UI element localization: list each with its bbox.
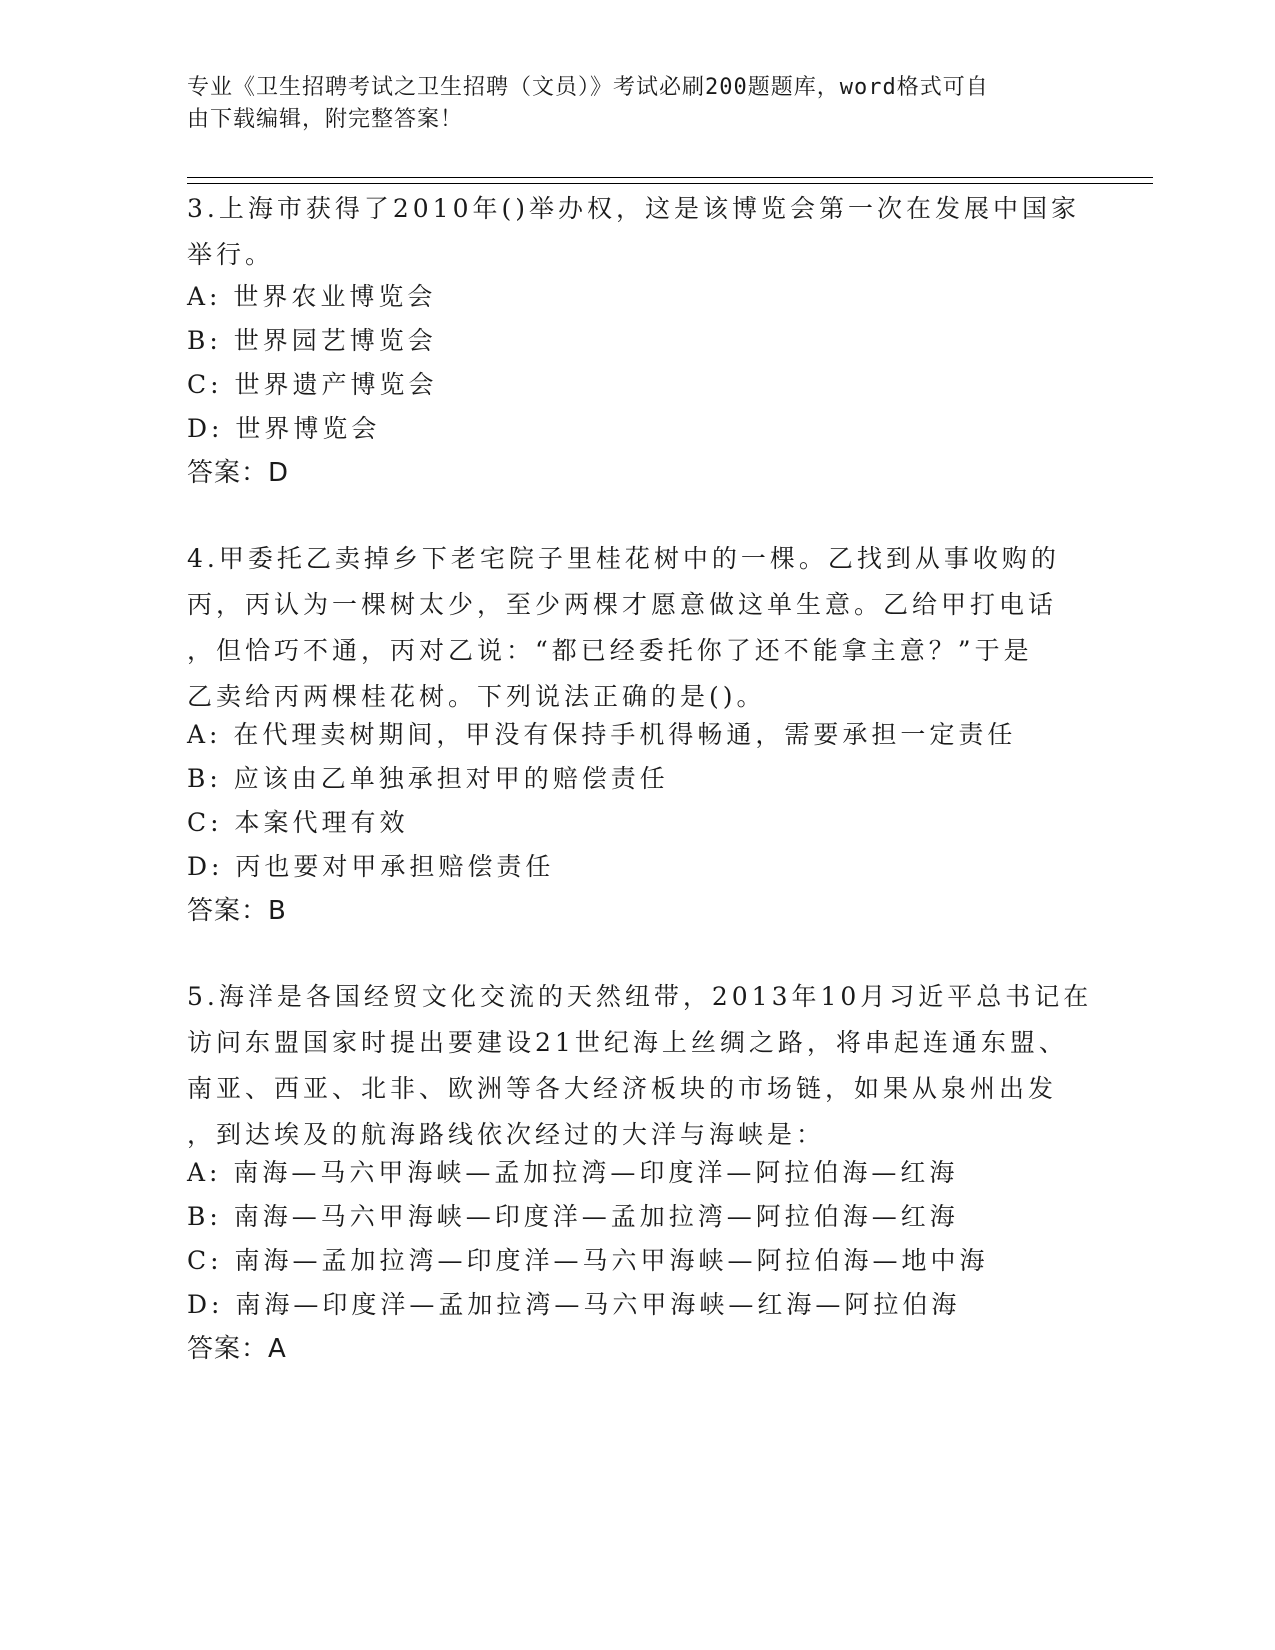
question-stem	[187, 974, 1093, 1158]
option-b: B: 南海—马六甲海峡—印度洋—孟加拉湾—阿拉伯海—红海	[187, 1202, 959, 1231]
option-b: B: 世界园艺博览会	[187, 326, 437, 355]
stem-line: 3.上海市获得了2010年()举办权，这是该博览会第一次在发展中国家	[187, 194, 1080, 223]
option-a: A: 在代理卖树期间，甲没有保持手机得畅通，需要承担一定责任	[187, 720, 1017, 749]
option-c: C: 世界遗产博览会	[187, 370, 438, 399]
stem-line: ，到达埃及的航海路线依次经过的大洋与海峡是：	[187, 1120, 826, 1149]
option-a: A: 世界农业博览会	[187, 282, 437, 311]
stem-line: 4.甲委托乙卖掉乡下老宅院子里桂花树中的一棵。乙找到从事收购的	[187, 544, 1060, 573]
stem-line: 访问东盟国家时提出要建设21世纪海上丝绸之路，将串起连通东盟、	[187, 1028, 1068, 1057]
answer-label: 答案：D	[187, 458, 290, 488]
option-a: A: 南海—马六甲海峡—孟加拉湾—印度洋—阿拉伯海—红海	[187, 1158, 959, 1187]
option-b: B: 应该由乙单独承担对甲的赔偿责任	[187, 764, 669, 793]
answer-label: 答案：B	[187, 896, 287, 926]
header-divider-top	[187, 177, 1153, 178]
stem-line: 举行。	[187, 240, 275, 269]
stem-line: ，但恰巧不通，丙对乙说：“都已经委托你了还不能拿主意？”于是	[187, 636, 1033, 665]
header-line-2: 由下载编辑，附完整答案！	[187, 107, 464, 132]
header-divider-bottom	[187, 183, 1153, 184]
answer-label: 答案：A	[187, 1334, 287, 1364]
option-d: D: 世界博览会	[187, 414, 381, 443]
stem-line: 乙卖给丙两棵桂花树。下列说法正确的是()。	[187, 682, 766, 711]
header-line-1: 专业《卫生招聘考试之卫生招聘（文员）》考试必刷200题题库，word格式可自	[187, 75, 989, 100]
stem-line: 5.海洋是各国经贸文化交流的天然纽带，2013年10月习近平总书记在	[187, 982, 1093, 1011]
option-c: C: 南海—孟加拉湾—印度洋—马六甲海峡—阿拉伯海—地中海	[187, 1246, 989, 1275]
option-d: D: 丙也要对甲承担赔偿责任	[187, 852, 555, 881]
option-c: C: 本案代理有效	[187, 808, 409, 837]
stem-line: 南亚、西亚、北非、欧洲等各大经济板块的市场链，如果从泉州出发	[187, 1074, 1058, 1103]
stem-line: 丙，丙认为一棵树太少，至少两棵才愿意做这单生意。乙给甲打电话	[187, 590, 1058, 619]
question-stem	[187, 536, 1087, 720]
document-header	[187, 72, 1087, 136]
question-stem	[187, 186, 1087, 278]
option-d: D: 南海—印度洋—孟加拉湾—马六甲海峡—红海—阿拉伯海	[187, 1290, 961, 1319]
